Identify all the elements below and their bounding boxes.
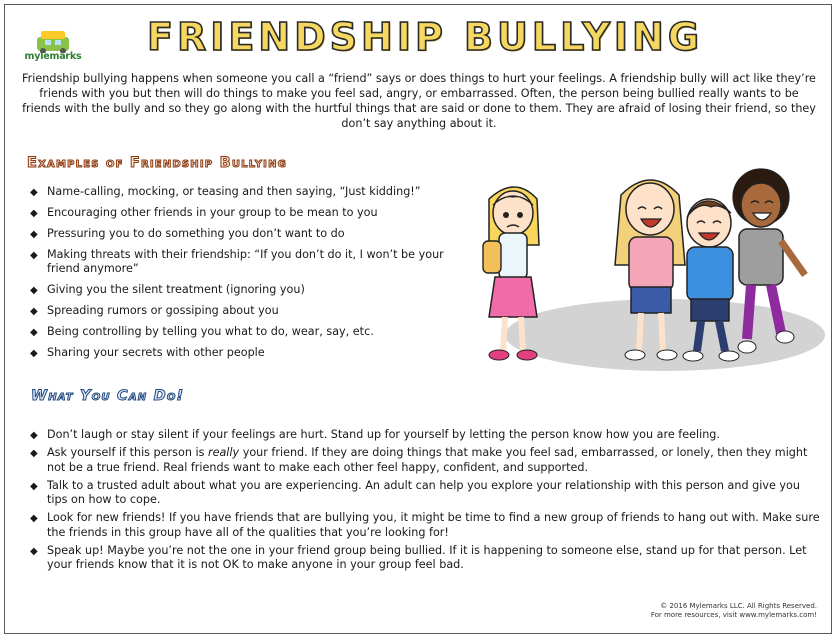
bullet-icon: ◆	[30, 326, 38, 338]
bullet-icon: ◆	[30, 347, 38, 359]
list-item: ◆ Being controlling by telling you what to do, wear, say, etc.	[27, 325, 477, 340]
mylemarks-logo	[17, 27, 89, 67]
logo-text: mylemarks	[24, 51, 82, 62]
list-item: ◆ Spreading rumors or gossiping about you	[27, 304, 477, 319]
bullet-icon: ◆	[30, 207, 38, 219]
copyright-notice: © 2016 Mylemarks LLC. All Rights Reserved. For more resources, visit www.mylemarks.com!	[650, 602, 817, 619]
bullet-icon: ◆	[30, 480, 38, 492]
children-illustration	[475, 165, 825, 375]
bullet-icon: ◆	[30, 228, 38, 240]
worksheet-page	[4, 4, 832, 634]
examples-list	[27, 185, 477, 367]
list-item: ◆ Making threats with their friendship: “If you don’t do it, I won’t be your friend anymore”	[30, 247, 444, 276]
list-item: ◆ Pressuring you to do something you don’t want to do	[27, 227, 477, 242]
list-item: ◆ Look for new friends! If you have friends that are bullying you, it might be time to find a new group of friends to hang out with. Make sure the friends in this group have all of the qualities that you’re looking for!	[30, 511, 820, 539]
list-item: ◆ Name-calling, mocking, or teasing and then saying, “Just kidding!”	[27, 185, 477, 200]
bullet-icon: ◆	[30, 306, 38, 318]
list-item: ◆ Sharing your secrets with other people	[27, 346, 477, 361]
emphasis-really: really	[207, 445, 240, 459]
bullet-icon: ◆	[30, 513, 38, 525]
bullet-icon: ◆	[30, 545, 38, 557]
bullet-icon: ◆	[30, 187, 38, 198]
intro-paragraph: Friendship bullying happens when someone you call a “friend” says or does things to hurt your feelings. A friendship bully will act like they’re friends with you but then will do things to make you feel sad, angry, or embarrassed. Often, the person being bullied really wants to be friends with the bully and so they go along with the hurtful things that are said or done to them. They are afraid of losing their friend, so they don’t say anything about it.	[22, 72, 816, 130]
list-item: ◆ Encouraging other friends in your group to be mean to you	[27, 206, 477, 221]
bullet-icon: ◆	[30, 285, 38, 297]
bullet-icon: ◆	[30, 249, 38, 261]
bullet-icon: ◆	[30, 447, 38, 459]
list-item: ◆ Don’t laugh or stay silent if your feelings are hurt. Stand up for yourself by letting the person know how you are feeling.	[27, 428, 822, 443]
list-item: ◆ Ask yourself if this person is really your friend. If they are doing things that make you feel sad, embarrassed, or lonely, then they might not be a true friend. Real friends want to make each other feel happy, confident, and supported.	[30, 445, 808, 474]
bullet-icon: ◆	[30, 430, 38, 441]
what-you-can-do-list	[27, 428, 822, 576]
what-you-can-do-heading: What You Can Do!	[31, 388, 185, 404]
logo-icon	[17, 27, 89, 53]
list-item: ◆ Speak up! Maybe you’re not the one in your friend group being bullied. If it is happening to someone else, stand up for that person. Let your friends know that it is not OK to make anyone in your group feel bad.	[30, 543, 807, 572]
examples-heading: Examples of Friendship Bullying	[27, 155, 288, 171]
list-item: ◆ Giving you the silent treatment (ignoring you)	[27, 283, 477, 298]
page-title: FRIENDSHIP BULLYING	[146, 15, 704, 59]
list-item: ◆ Talk to a trusted adult about what you are experiencing. An adult can help you explore your relationship with this person and give you tips on how to cope.	[30, 478, 800, 507]
